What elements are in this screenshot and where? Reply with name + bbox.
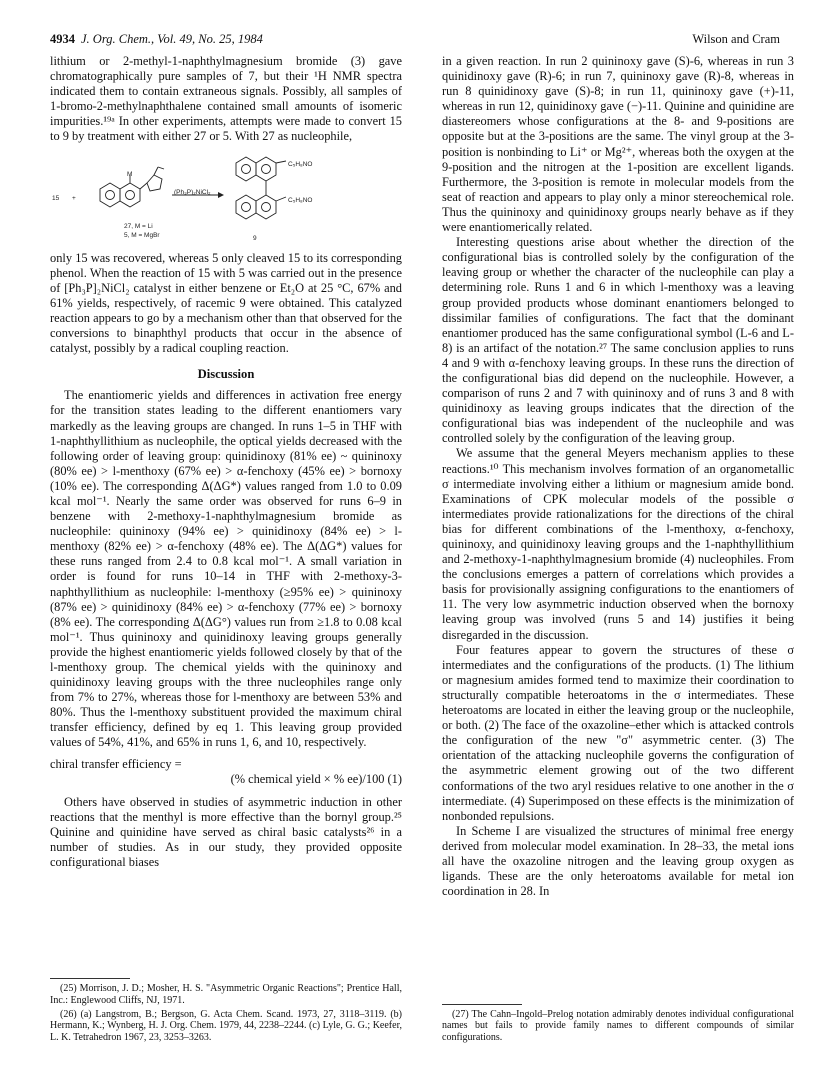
- right-footnotes: [442, 1004, 794, 1046]
- left-footnotes: [50, 978, 402, 1046]
- scheme-product-label: 9: [253, 234, 257, 242]
- page-number: 4934: [50, 31, 75, 46]
- running-head-authors: Wilson and Cram: [692, 31, 780, 46]
- right-paragraph-4: Four features appear to govern the structures of these σ intermediates and the configurations of the products. (1) The lithium or magnesium amides formed tend to maximize their coordination to structurally compatible heteroatoms in the σ intermediates. These heteroatoms are located in either the leaving group or the nucleophile, or both. (2) The face of the oxazoline–ether which is attacked controls the configuration of the new "σ" asymmetric center. (3) The orientation of the attacking nucleophile governs the configuration of the asymmetric element growing out of the two different conformations of the two aryl residues relative to one another in the σ intermediate. (4) Superimposed on these effects is the minimization of nonbonded repulsions.: [442, 642, 794, 823]
- footnote-27: (27) The Cahn–Ingold–Prelog notation admirably denotes individual configurational names but fails to provide family names to different compounds of similar configurations.: [442, 1008, 794, 1044]
- reaction-scheme-drawing: [50, 149, 402, 249]
- left-paragraph-1: lithium or 2-methyl-1-naphthylmagnesium bromide (3) gave chromatographically pure samples of 7, but their ¹H NMR spectra indicated them to contain extraneous signals. Possibly, all samples of 1-bromo-2-methylnaphthalene contained small amounts of isomeric impurities.¹⁹ᵃ In other experiments, attempts were made to convert 15 to 9 by treatment with either 27 or 5. With 27 as nucleophile,: [50, 54, 402, 144]
- footnote-25: (25) Morrison, J. D.; Mosher, H. S. "Asymmetric Organic Reactions"; Prentice Hall, Inc.: Englewood Cliffs, NJ, 1971.: [50, 983, 402, 1006]
- scheme-caption-5: 5, M = MgBr: [124, 231, 160, 239]
- equation-line-1: chiral transfer efficiency =: [50, 756, 182, 771]
- journal-citation: J. Org. Chem., Vol. 49, No. 25, 1984: [81, 31, 263, 46]
- left-column: [50, 54, 402, 870]
- right-column: [442, 54, 794, 899]
- left-paragraph-2: only 15 was recovered, whereas 5 only cleaved 15 to its corresponding phenol. When the reaction of 15 with 5 was carried out in the presence of [Ph₃P]₂NiCl₂ catalyst in either benzene or Et₂O at 25 °C, 67% and 61% yields, respectively, of racemic 9 were obtained. This catalyzed reaction appears to go by a mechanism other than that observed for the conversions to binaphthyl products that occur in the absence of catalyst, possibly by a radical coupling reaction.: [50, 250, 402, 356]
- footnote-rule: [442, 1004, 522, 1005]
- scheme-reactant-label: 15: [52, 194, 60, 202]
- footnote-rule: [50, 978, 130, 979]
- scheme-plus: +: [72, 194, 76, 202]
- section-heading-discussion: Discussion: [197, 367, 255, 382]
- right-paragraph-3: We assume that the general Meyers mechanism applies to these reactions.¹⁰ This mechanism involves formation of an organometallic σ intermediate involving either a lithium or magnesium amide bond. Examinations of CPK molecular models of the possible σ intermediates provide rationalizations for the directions of the chiral bias for different combinations of the l-menthoxy, α-fenchoxy, quininoxy, and quinidinoxy leaving groups and the 1-naphthyllithium and 2-methoxy-1-naphthylmagnesium bromide (4) nucleophiles. From the conclusions emerges a pattern of correlations which provides a basis for provisionally assigning configurations to the enantiomers of 11. The very low asymmetric induction observed when the bornoxy leaving group was involved (runs 5 and 14) justifies it being disregarded in the discussion.: [442, 446, 794, 642]
- scheme-substituent-bottom: C₅H₈NO: [288, 196, 313, 204]
- right-paragraph-1: in a given reaction. In run 2 quininoxy gave (S)-6, whereas in run 3 quinidinoxy gave (R)-6; in run 7, quininoxy gave (R)-8, whereas in run 8 quinidinoxy gave (S)-8; in run 11, quininoxy gave (+)-11, whereas in run 12, quinidinoxy gave (−)-11. Quinine and quinidine are diastereomers whose configurations at the 8- and 9-positions are opposite but at the 3-positions are the same. The vinyl group at the 3-position is nonbinding to Li⁺ or Mg²⁺, whereas both the oxygen at the 9-position and the nitrogen at the 1-position are excellent ligands. Furthermore, the 3-position is remote in molecular models from the seat of reaction and appears to play only a minor stereochemical role. Thus the quininoxy and quinidinoxy groups nearly behave as if they were enantiomerically related.: [442, 54, 794, 235]
- running-head-left: [50, 32, 263, 47]
- footnote-26: (26) (a) Langstrom, B.; Bergson, G. Acta Chem. Scand. 1973, 27, 3118–3119. (b) Hermann, K.; Wynberg, H. J. Org. Chem. 1979, 44, 2238–2244. (c) Lyle, G. G.; Keefer, L. K. Tetrahedron 1967, 23, 3253–3263.: [50, 1008, 402, 1044]
- equation-1: [50, 757, 402, 787]
- reaction-scheme: [50, 149, 402, 249]
- equation-line-2: (% chemical yield × % ee)/100 (1): [230, 771, 402, 786]
- left-paragraph-4: Others have observed in studies of asymmetric induction in other reactions that the menthyl is more effective than the bornyl group.²⁵ Quinine and quinidine have served as chiral basic catalysts²⁶ in a number of studies. As in our study, they provided opposite configurational biases: [50, 794, 402, 870]
- right-paragraph-2: Interesting questions arise about whether the direction of the configurational bias is controlled solely by the configuration of the leaving group or whether the character of the nucleophile can play a determining role. Runs 1 and 6 in which l-menthoxy was a leaving group provided products whose dominant enantiomers belonged to dissimilar families of configurations. The fact that the dominant enantiomer produced has the same configurational symbol (L-6 and L-8) is an artifact of the notation.²⁷ The same conclusion applies to runs 4 and 9 with α-fenchoxy leaving groups. In these runs the direction of the configurational bias did depend on the nucleophile. However, a comparison of runs 2 and 7 with quininoxy and of runs 3 and 8 with quinidinoxy as leaving groups indicates that the direction of the configurational bias was independent of the nucleophile and was controlled solely by the configuration of the leaving group.: [442, 235, 794, 446]
- scheme-catalyst-label: (Ph₃P)₂NiCl₂: [174, 188, 211, 196]
- left-paragraph-3: The enantiomeric yields and differences in activation free energy for the transition states leading to the different enantiomers vary markedly as the leaving groups are changed. In runs 1–5 in THF with 1-naphthyllithium as nucleophile, the optical yields decreased with the following order of leaving group: quinidinoxy (81% ee) ~ quininoxy (80% ee) > l-menthoxy (67% ee) > α-fenchoxy (45% ee) > bornoxy (10% ee). The corresponding Δ(ΔG*) values ranged from 1.0 to 0.09 kcal mol⁻¹. Nearly the same order was observed for runs 6–9 in benzene with 2-methoxy-1-naphthylmagnesium bromide as nucleophile: quininoxy (94% ee) > quinidinoxy (84% ee) > l-menthoxy (82% ee) > α-fenchoxy (48% ee). The Δ(ΔG*) values for these runs ranged from 2.4 to 0.8 kcal mol⁻¹. A small variation in order is found for runs 10–14 in THF with 2-methoxy-3-naphthyllithium as nucleophile: l-menthoxy (≥95% ee) > quininoxy (87% ee) > quinidinoxy (84% ee) > α-fenchoxy (77% ee) > bornoxy (8% ee). The corresponding Δ(ΔG°) values run from ≥1.8 to 0.08 kcal mol⁻¹. Thus quininoxy and quinidinoxy leaving groups generally provide the highest enantiomeric yields followed closely by that of the l-menthoxy group. The chemical yields with the quininoxy and quinidinoxy leaving groups with the three nucleophiles range only from 7% to 27%, whereas those for l-menthoxy are between 53% and 80%. Thus the l-menthoxy substituent provided the maximum chiral transfer efficiency, defined by eq 1. This leaving group provided values of 54%, 41%, and 65% in runs 1, 6, and 10, respectively.: [50, 388, 402, 750]
- scheme-substituent-top: C₅H₈NO: [288, 160, 313, 168]
- right-paragraph-5: In Scheme I are visualized the structures of minimal free energy derived from molecular model examination. In 28–33, the metal ions all have the oxazoline nitrogen and the leaving group oxygen as ligands. These are the only heteroatoms available for metal ion coordination in 28. In: [442, 823, 794, 899]
- running-head: [50, 30, 780, 48]
- scheme-caption-27: 27, M = Li: [124, 222, 153, 230]
- scheme-metal-label: M: [127, 170, 133, 178]
